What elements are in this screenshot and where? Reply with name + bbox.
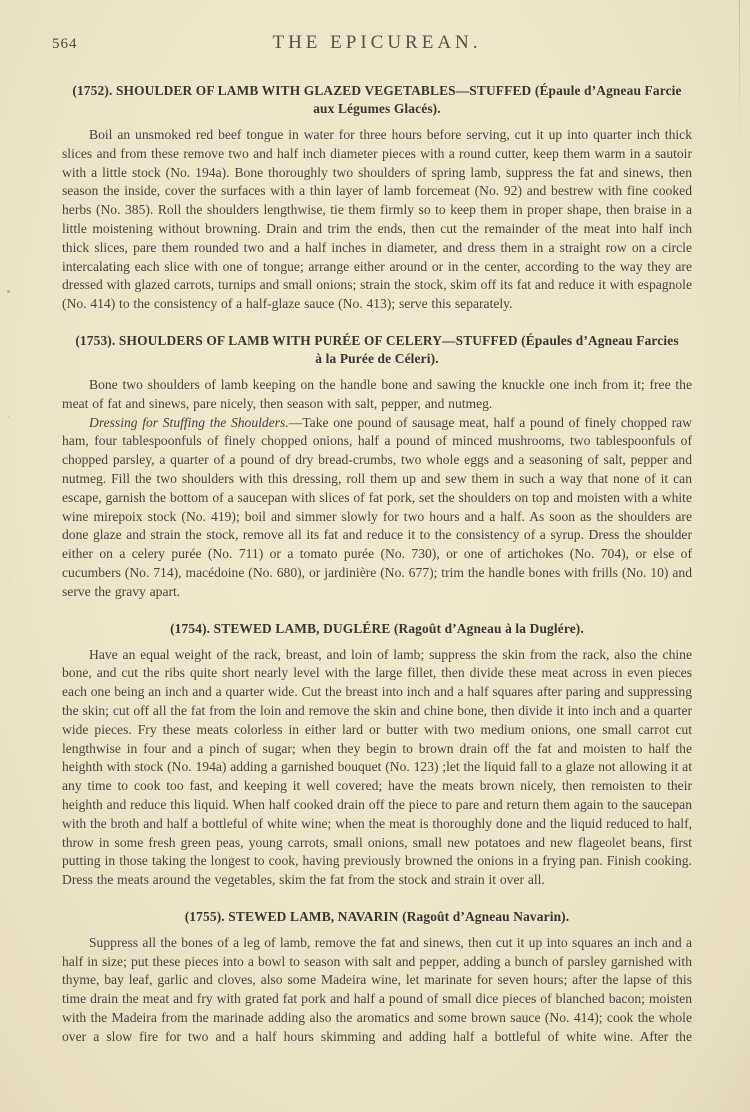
recipe-1754-heading-line1: (1754). STEWED LAMB, DUGLÉRE (Ragoût d’Agneau à la Duglére).: [170, 620, 584, 636]
recipe-1753-paragraph-2: [62, 414, 692, 602]
recipe-1755-paragraph: Suppress all the bones of a leg of lamb, remove the fat and sinews, then cut it up into squares an inch and a half in size; put these pieces into a bowl to season with salt and pepper, adding a bunch of parsley garnished with thyme, bay leaf, garlic and cloves, also some Madeira wine, let marinate for seven hours; after the lapse of this time drain the meat and fry with grated fat pork and half a pound of small dice pieces of blanched bacon; moisten with the Madeira from the marinade adding also the aromatics and some brown sauce (No. 414); cook the whole over a slow fire for two and a half hours skimming and adding half a bottleful of white wine. After the: [62, 934, 692, 1044]
page-header: [52, 32, 692, 58]
recipe-1753-heading-line1: (1753). SHOULDERS OF LAMB WITH PURÉE OF CELERY—STUFFED (Épaules d’Agneau Farcies: [75, 332, 679, 348]
recipe-1753-dressing-lead: Dressing for Stuffing the Shoulders.: [89, 414, 289, 430]
recipe-1752-heading-line2: aux Légumes Glacés).: [313, 101, 441, 116]
recipe-1753-paragraph-1: Bone two shoulders of lamb keeping on the handle bone and sawing the knuckle one inch from it; free the meat of fat and sinews, pare nicely, then season with salt, pepper, and nutmeg.: [62, 376, 692, 411]
recipe-1752: [62, 82, 692, 314]
recipe-1755-heading-line1: (1755). STEWED LAMB, NAVARIN (Ragoût d’Agneau Navarin).: [184, 908, 570, 924]
recipe-1753-heading: [62, 332, 692, 368]
recipe-1752-heading-line1: (1752). SHOULDER OF LAMB WITH GLAZED VEGETABLES—STUFFED (Épaule d’Agneau Farcie: [72, 83, 682, 98]
page-number: 564: [52, 36, 78, 52]
recipe-1752-heading: [62, 82, 692, 118]
recipe-1754-heading: [62, 620, 692, 638]
book-title: THE EPICUREAN.: [272, 32, 482, 53]
recipe-1754-paragraph: Have an equal weight of the rack, breast, and loin of lamb; suppress the skin from the rack, also the chine bone, and cut the ribs quite short nearly level with the large fillet, then divide these meat across in even pieces each one being an inch and a quarter wide. Cut the breast into inch and a half squares after paring and suppressing the skin; cut off all the fat from the loin and remove the skin and chine bone, then divide it into inch and a quarter wide pieces. Fry these meats colorless in either lard or butter with two medium onions, one small carrot cut lengthwise in four and a pinch of sugar; when they begin to brown drain off the fat and moisten to half the heighth with stock (No. 194a) adding a garnished bouquet (No. 123) ;let the liquid fall to a glaze not allowing it at any time to cook too fast, and keeping it well covered; have the meats brown nicely, then remoisten to their heighth and reduce this liquid. When half cooked drain off the piece to pare and return them again to the saucepan with the broth and half a bottleful of white wine; when the meat is thoroughly done and the liquid reduced to half, throw in some fresh green peas, young carrots, small onions, small new potatoes and new flageolet beans, first putting in those taking the longest to cook, having previously browned the onions in a frying pan. Finish cooking. Dress the meats around the vegetables, skim the fat from the stock and strain it over all.: [62, 646, 692, 888]
recipe-1752-paragraph: Boil an unsmoked red beef tongue in water for three hours before serving, cut it up into quarter inch thick slices and from these remove two and half inch diameter pieces with a round cutter, keep them warm in a sautoir with a little stock (No. 194a). Bone thoroughly two shoulders of spring lamb, suppress the fat and sinews, then season the inside, cover the surfaces with a thin layer of lamb forcemeat (No. 92) and bestrew with fine cooked herbs (No. 385). Roll the shoulders lengthwise, tie them firmly so to keep them in proper shape, then braise in a little moistening without browning. Drain and trim the ends, then cut the remainder of the meat into half inch thick slices, pare them rounded two and a half inches in diameter, and dress them in a straight row on a circle intercalating each slice with one of tongue; arrange either around or in the center, according to the way they are dressed with glazed carrots, turnips and small onions; strain the stock, skim off its fat and reduce it with espagnole (No. 414) to the consistency of a half-glaze sauce (No. 413); serve this separately.: [62, 127, 692, 312]
recipe-1754: [62, 620, 692, 890]
recipe-1755-heading: [62, 908, 692, 926]
recipe-1753: [62, 332, 692, 602]
recipe-1753-dressing-text: —Take one pound of sausage meat, half a pound of finely chopped raw ham, four tablespoonfuls of finely chopped onions, half a pound of minced mushrooms, two tablespoonfuls of chopped parsley, a quarter of a pound of dry bread-crumbs, two whole eggs and a seasoning of salt, pepper and nutmeg. Fill the two shoulders with this dressing, roll them up and sew them in such a way that none of it can escape, garnish the bottom of a saucepan with slices of fat pork, set the shoulders on top and moisten with a white wine mirepoix stock (No. 419); boil and simmer slowly for two hours and a half. As soon as the shoulders are done glaze and strain the stock, remove all its fat and reduce it to the consistency of a syrup. Dress the shoulder either on a celery purée (No. 711) or a tomato purée (No. 730), or one of artichokes (No. 704), or else of cucumbers (No. 714), macédoine (No. 680), or jardinière (No. 677); trim the handle bones with frills (No. 10) and serve the gravy apart.: [62, 414, 692, 599]
recipe-1753-heading-line2: à la Purée de Céleri).: [315, 350, 439, 366]
recipe-1755: [62, 908, 692, 1047]
